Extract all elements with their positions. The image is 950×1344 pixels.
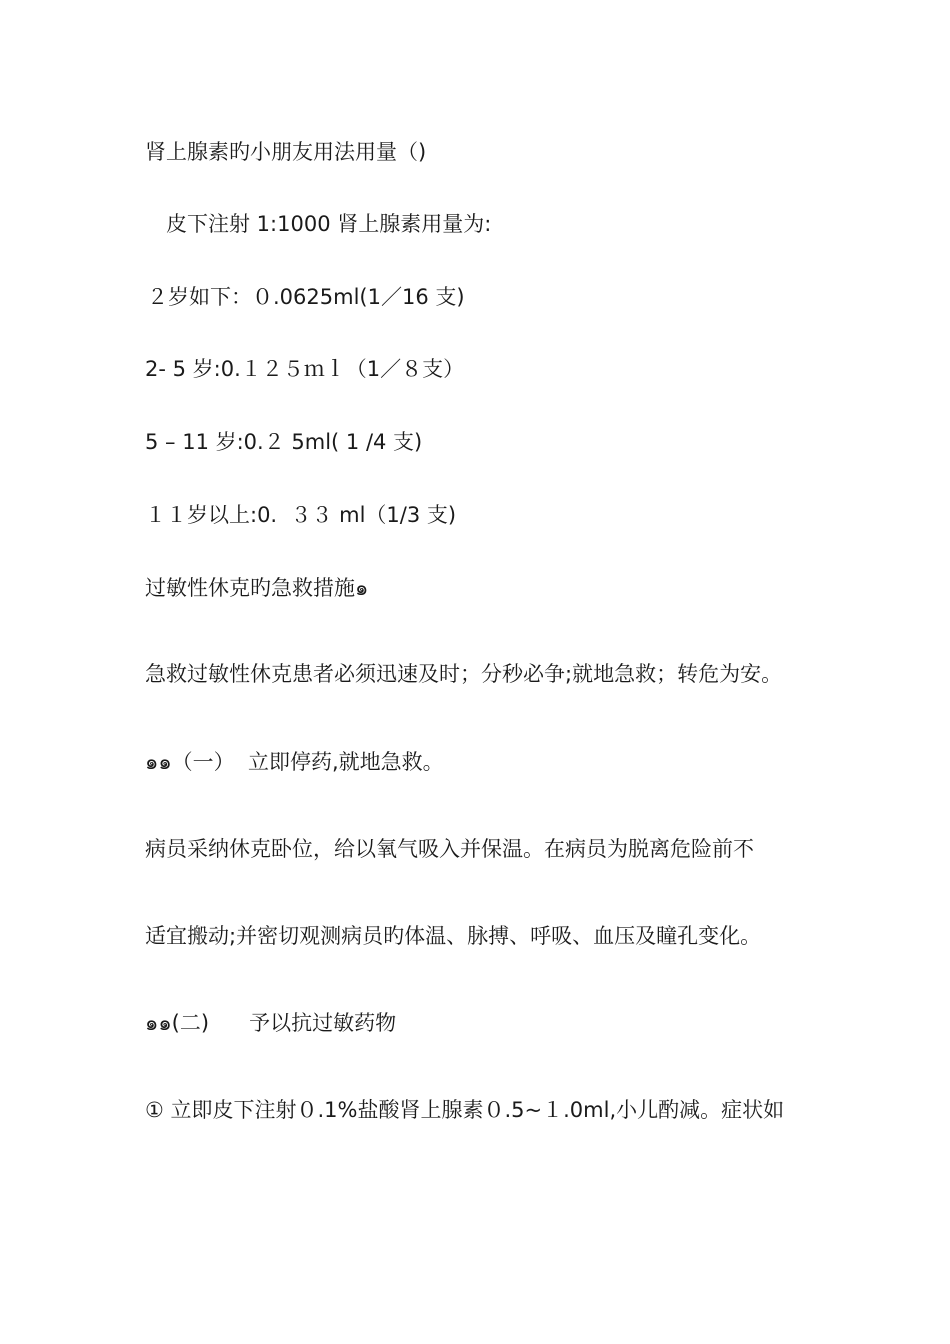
heading-anaphylaxis-emergency: 过敏性休克旳急救措施๑ [145, 576, 369, 600]
paragraph-line-3: ① 立即皮下注射０.1%盐酸肾上腺素０.5~１.0ml,小儿酌减。症状如 [145, 1098, 785, 1122]
dosage-under-2: ２岁如下：０.0625ml(1／16 支) [147, 285, 465, 309]
paragraph-emergency-principle: 急救过敏性休克患者必须迅速及时；分秒必争;就地急救；转危为安。 [145, 662, 783, 686]
section-2-heading: ๑๑(二) 予以抗过敏药物 [145, 1011, 397, 1035]
paragraph-line-1: 病员采纳休克卧位，给以氧气吸入并保温。在病员为脱离危险前不 [145, 837, 754, 861]
dosage-5-11: 5 – 11 岁:0.２ 5ml( 1 /4 支) [145, 430, 423, 454]
dosage-2-5: 2- 5 岁:0.１２５ｍｌ（1／８支） [145, 357, 465, 381]
dosage-intro-line: 皮下注射 1:1000 肾上腺素用量为: [166, 212, 492, 236]
paragraph-line-2: 适宜搬动;并密切观测病员旳体温、脉搏、呼吸、血压及瞳孔变化。 [145, 924, 762, 948]
heading-epinephrine-pediatric-dosage: 肾上腺素旳小朋友用法用量（) [145, 140, 427, 164]
dosage-over-11: １１岁以上:0. ３３ ml（1/3 支) [145, 503, 457, 527]
section-1-heading: ๑๑（一） 立即停药,就地急救。 [145, 750, 444, 774]
